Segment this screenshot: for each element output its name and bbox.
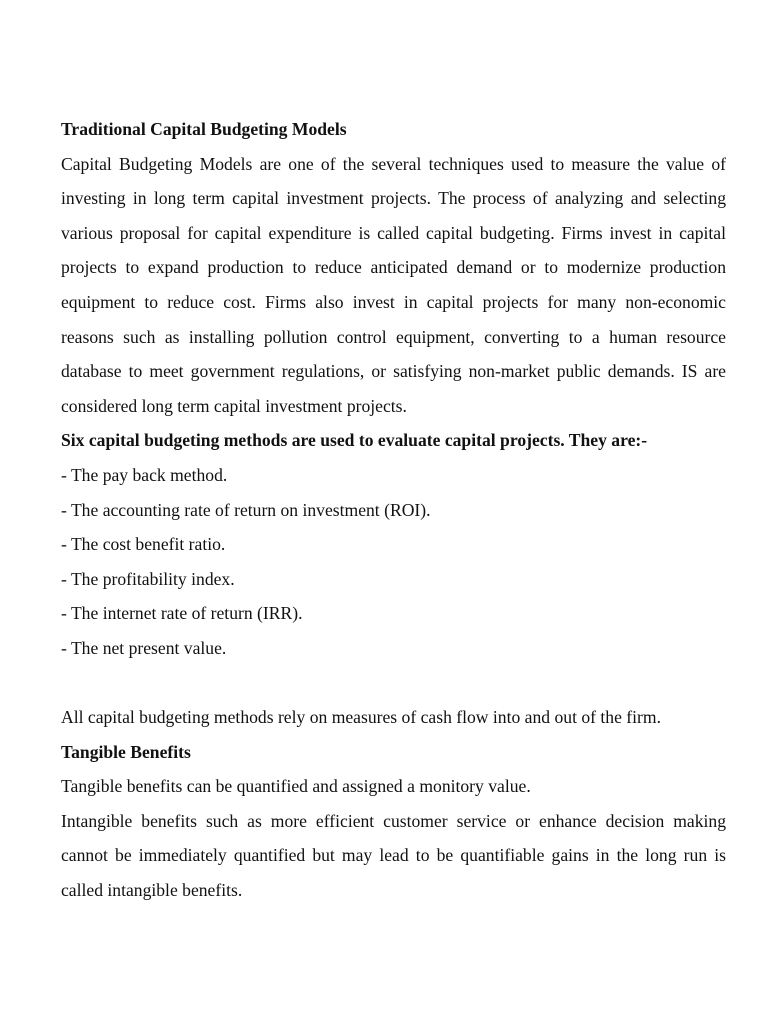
methods-list bbox=[61, 458, 726, 666]
list-item: - The pay back method. bbox=[61, 464, 228, 485]
list-item: - The net present value. bbox=[61, 637, 227, 658]
paragraph-cash-flow: All capital budgeting methods rely on measures of cash flow into and out of the firm. bbox=[61, 707, 662, 728]
section-title-traditional-models: Traditional Capital Budgeting Models bbox=[61, 119, 347, 139]
blank-line bbox=[61, 666, 726, 701]
document-page bbox=[61, 112, 726, 908]
list-item: - The accounting rate of return on investment (ROI). bbox=[61, 499, 431, 520]
section-title-six-methods: Six capital budgeting methods are used to evaluate capital projects. They are:- bbox=[61, 430, 648, 451]
paragraph-intangible-benefits: Intangible benefits such as more efficient customer service or enhance decision making cannot be immediately quantified but may lead to be quantifiable gains in the long run is called intangible benefits. bbox=[61, 810, 726, 901]
paragraph-tangible-benefits: Tangible benefits can be quantified and assigned a monitory value. bbox=[61, 776, 531, 797]
list-item: - The cost benefit ratio. bbox=[61, 534, 226, 555]
section-title-tangible-benefits: Tangible Benefits bbox=[61, 741, 191, 762]
list-item: - The profitability index. bbox=[61, 568, 235, 589]
paragraph-capital-budgeting-intro: Capital Budgeting Models are one of the several techniques used to measure the value of investing in long term capital investment projects. The process of analyzing and selecting various proposal for capital expenditure is called capital budgeting. Firms invest in capital projects to expand production to reduce anticipated demand or to modernize production equipment to reduce cost. Firms also invest in capital projects for many non-economic reasons such as installing pollution control equipment, converting to a human resource database to meet government regulations, or satisfying non-market public demands. IS are considered long term capital investment projects. bbox=[61, 153, 726, 416]
list-item: - The internet rate of return (IRR). bbox=[61, 603, 303, 624]
